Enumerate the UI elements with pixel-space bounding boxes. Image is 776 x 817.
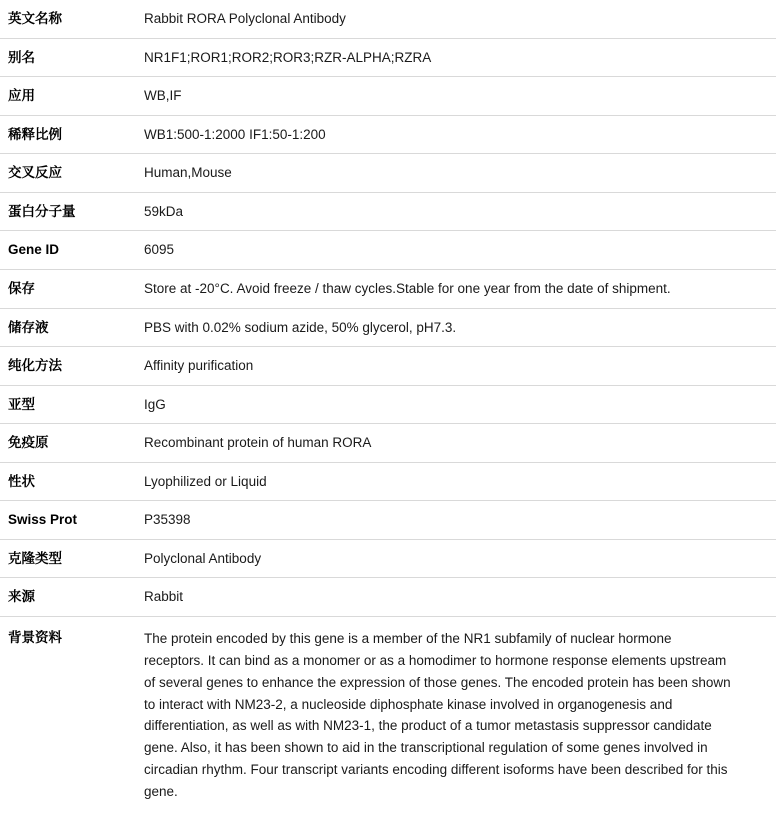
row-label: 稀释比例 xyxy=(8,126,62,142)
table-row xyxy=(0,462,776,501)
table-row xyxy=(0,154,776,193)
table-row xyxy=(0,539,776,578)
row-value: WB,IF xyxy=(144,88,182,104)
row-value: Lyophilized or Liquid xyxy=(144,473,267,489)
table-row xyxy=(0,347,776,386)
table-row xyxy=(0,424,776,463)
row-value: Rabbit xyxy=(144,589,184,605)
table-row xyxy=(0,192,776,231)
row-value: 59kDa xyxy=(144,203,184,219)
row-label: Swiss Prot xyxy=(8,512,78,528)
row-label: 蛋白分子量 xyxy=(8,203,76,219)
table-row xyxy=(0,77,776,116)
row-label: 英文名称 xyxy=(8,11,62,26)
row-value: IgG xyxy=(144,396,166,412)
row-value: Rabbit RORA Polyclonal Antibody xyxy=(144,11,346,26)
table-row xyxy=(0,231,776,270)
row-label: 储存液 xyxy=(8,319,49,335)
row-label: 来源 xyxy=(8,589,35,605)
row-value: The protein encoded by this gene is a member of the NR1 subfamily of nuclear hormone receptors. It can bind as a monomer or as a homodimer to hormone response elements upstream of several genes to enhance the expression of those genes. The encoded protein has been shown to interact with NM23-2, a nucleoside diphosphate kinase involved in organogenesis and differentiation, as well as with NM23-1, the product of a tumor metastasis suppressor candidate gene. Also, it has been shown to aid in the transcriptional regulation of some genes involved in circadian rhythm. Four transcript variants encoding different isoforms have been described for this gene. xyxy=(144,631,731,800)
table-row xyxy=(0,115,776,154)
table-row xyxy=(0,501,776,540)
row-value: NR1F1;ROR1;ROR2;ROR3;RZR-ALPHA;RZRA xyxy=(144,49,432,65)
row-label: 亚型 xyxy=(8,396,35,412)
row-label: 免疫原 xyxy=(8,435,49,451)
row-value: P35398 xyxy=(144,512,191,528)
table-row xyxy=(0,617,776,817)
row-label: 纯化方法 xyxy=(8,358,62,374)
row-value: WB1:500-1:2000 IF1:50-1:200 xyxy=(144,126,326,142)
row-label: 保存 xyxy=(8,280,35,296)
row-label: 交叉反应 xyxy=(8,165,62,181)
row-label: 克隆类型 xyxy=(8,550,62,566)
row-label: 性状 xyxy=(8,473,35,489)
row-label: Gene ID xyxy=(8,242,60,258)
row-label: 应用 xyxy=(8,88,35,104)
row-label: 背景资料 xyxy=(8,630,62,645)
table-row xyxy=(0,385,776,424)
row-value: Store at -20°C. Avoid freeze / thaw cycles.Stable for one year from the date of shipment. xyxy=(144,280,671,296)
row-value: Affinity purification xyxy=(144,358,254,374)
row-value: 6095 xyxy=(144,242,175,258)
row-value: Recombinant protein of human RORA xyxy=(144,435,372,451)
row-value: PBS with 0.02% sodium azide, 50% glycerol, pH7.3. xyxy=(144,319,457,335)
table-row xyxy=(0,38,776,77)
row-value: Human,Mouse xyxy=(144,165,232,181)
table-row xyxy=(0,269,776,308)
table-row xyxy=(0,0,776,38)
row-label: 别名 xyxy=(8,49,35,65)
row-value: Polyclonal Antibody xyxy=(144,550,262,566)
table-row xyxy=(0,578,776,617)
table-row xyxy=(0,308,776,347)
